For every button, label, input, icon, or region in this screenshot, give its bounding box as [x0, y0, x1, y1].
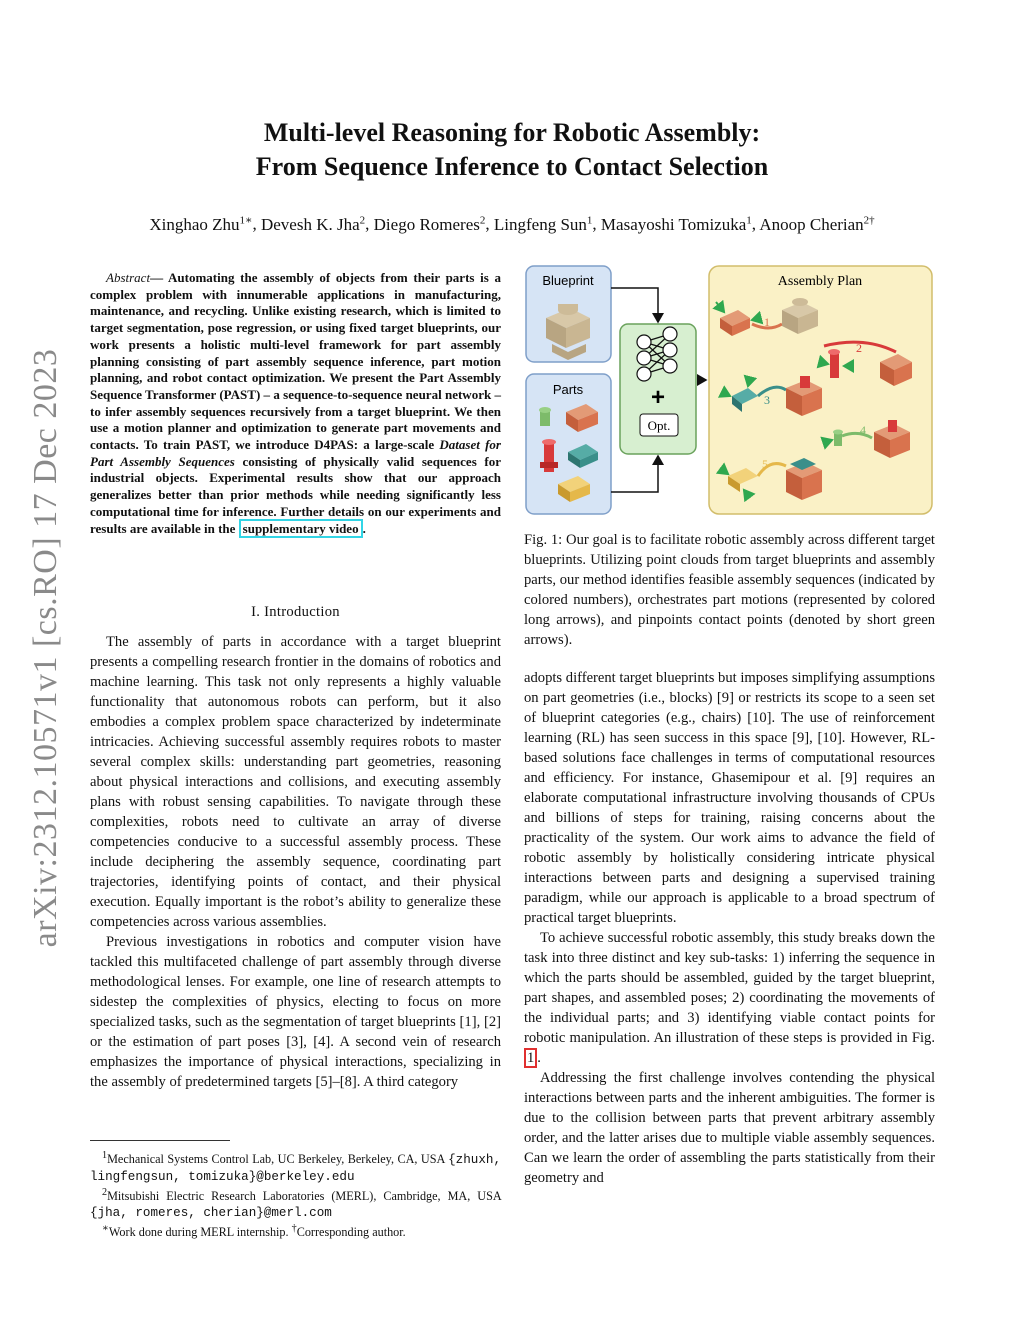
figure-1 — [524, 262, 935, 517]
arxiv-id: arXiv:2312.10571v1 [cs.RO] 17 Dec 2023 — [27, 348, 64, 948]
figure-1-link[interactable]: 1 — [524, 1048, 537, 1068]
paragraph: Addressing the first challenge involves contending the physical interactions between parts and the inherent ambiguities. The former is due to the collision between parts that prevent arbitrary assembly order, and the latter arises due to multiple viable assembly sequences. Can we learn the order of assembling the parts statistically from their geometry and — [524, 1070, 935, 1186]
author-list: Xinghao Zhu$^{1∗}$, Devesh K. Jha$^2$, Diego Romeres$^2$, Lingfeng Sun$^1$, Masayoshi Tomizuka$^1$, Anoop Cherian$^{2\dagger}$ — [149, 214, 875, 234]
footnotes: $^1$Mechanical Systems Control Lab, UC Berkeley, Berkeley, CA, USA {zhuxh, lingfengsun, tomizuka}@berkeley.edu $^2$Mitsubishi Electric Research Laboratories (MERL), Cambridge, MA, USA {jha, romeres, cherian}@merl.com ∗Work done during MERL internship. †Corresponding author. — [90, 1150, 501, 1240]
author: Diego Romeres$^2$ — [373, 214, 486, 234]
plus-sign: + — [650, 384, 666, 411]
paragraph: To achieve successful robotic assembly, this study breaks down the task into three distinct and key sub-tasks: 1) inferring the sequence in which the parts should be assembled, guided by the target blueprint, part shapes, and assembled poses; 2) coordinating the movements of the individual parts; and 3) identifying viable contact points for robotic manipulation. An illustration of these steps is provided in Fig. 1 . — [524, 930, 935, 1066]
caption-label: Fig. 1: — [524, 532, 563, 548]
paragraph: The assembly of parts in accordance with a target blueprint presents a compelling research frontier in the domains of robotics and machine learning. This task not only represents a highly valuable functionality that autonomous robots can perform, but it also embodies a complex problem space characterized by indeterminate intricacies. Achieving successful assembly requires robots to master several complex skills: understanding part geometries, reasoning about physical interactions and collisions, and executing assembly plans with robust sensing capabilities. To navigate through these complexities, robots need to cultivate an array of diverse competencies conducive to a successful assembly process. These include deciphering the assembly sequence, coordinating part trajectories, identifying points of contact, and their physical execution. Equally important is the robot’s ability to generalize these competencies across various assemblies. — [90, 634, 501, 930]
author: Xinghao Zhu$^{1∗}$ — [149, 214, 253, 234]
figure-1-diagram — [524, 262, 935, 517]
figure-1-caption — [524, 530, 935, 650]
abstract-label: Abstract — [106, 270, 151, 285]
arxiv-sidebar — [18, 348, 74, 948]
supplementary-video-link[interactable]: supplementary video — [239, 519, 363, 538]
right-column-body — [524, 668, 935, 1188]
author: Lingfeng Sun$^1$ — [493, 214, 593, 234]
parts-label: Parts — [552, 382, 584, 397]
author: Devesh K. Jha$^2$ — [260, 214, 366, 234]
parts-arrow — [611, 456, 658, 492]
opt-label: Opt. — [647, 418, 671, 433]
paper-title — [90, 116, 934, 184]
title-line-2: From Sequence Inference to Contact Selection — [255, 152, 769, 181]
abstract-text: Automating the assembly of objects from their parts is a complex problem with innumerable applications in manufacturing, maintenance, and recycling. Unlike existing research, which is limited to target segmentation, pose regression, or using fixed target blueprints, our work presents a holistic multi-level framework for part assembly planning consisting of part assembly sequence inference, part motion planning, and robot contact optimization. We present the Part Assembly Sequence Transformer (PAST) – a sequence-to-sequence neural network – to infer assembly sequences recursively from a target blueprint. We then use a motion planner and optimization to generate part movements and contacts. To train PAST, we introduce D4PAS: a large-scale — [90, 270, 501, 453]
caption-text: Our goal is to facilitate robotic assembly across different target blueprints. Utilizing point clouds from target blueprints and assembly parts, our method identifies feasible assembly sequences (indicated by colored numbers), orchestrates part motions (represented by colored long arrows), and pinpoints contact points (denoted by short green arrows). — [524, 532, 935, 648]
email-berkeley: {zhuxh, lingfengsun, tomizuka}@berkeley.edu — [90, 1153, 501, 1184]
left-column-body — [90, 632, 501, 1092]
paragraph: Previous investigations in robotics and computer vision have tackled this multifaceted challenge of part assembly through diverse methodological lenses. For example, one line of research attempts to sidestep the complexities of physics, electing to focus on more specialized tasks, such as the segmentation of target blueprints [1], [2] or the estimation of part poses [3], [4]. A second vein of research emphasizes the importance of physical interactions, specializing in the assembly of predetermined targets [5]–[8]. A third category — [90, 934, 501, 1090]
section-heading: I. Introduction — [251, 604, 340, 620]
paragraph: adopts different target blueprints but imposes simplifying assumptions on part geometries (i.e., blocks) [9] or restricts its scope to a seen set of blueprint categories (e.g., chairs) [10]. The use of reinforcement learning (RL) has seen success in this space [9], [10]. However, RL-based solutions face challenges in terms of computational resources and efficiency. For instance, Ghasemipour et al. [9] requires an elaborate computational infrastructure involving thousands of CPUs and billions of steps for training, raising concerns about the practicality of the system. Our work aims to advance the field of robotic assembly by holistically considering intricate physical interactions between parts and designing a supervised training paradigm, while our approach is applicable to a broad spectrum of practical target blueprints. — [524, 670, 935, 926]
step-4-number: 4 — [860, 423, 866, 437]
title-line-1: Multi-level Reasoning for Robotic Assembly: — [263, 118, 761, 147]
email-merl: {jha, romeres, cherian}@merl.com — [90, 1205, 332, 1220]
footnote-rule — [90, 1140, 230, 1141]
author: Masayoshi Tomizuka$^1$ — [600, 214, 752, 234]
author: Anoop Cherian$^{2\dagger}$ — [759, 214, 875, 234]
part-green-peg-icon — [539, 407, 551, 426]
blueprint-label: Blueprint — [542, 273, 594, 288]
blueprint-arrow — [611, 288, 658, 322]
dataset-name: Dataset for Part Assembly Sequences — [90, 437, 501, 469]
step-1-number: 1 — [764, 315, 770, 329]
assembly-plan-label: Assembly Plan — [777, 274, 863, 289]
step-5-number: 5 — [762, 457, 768, 471]
step-2-number: 2 — [856, 341, 862, 355]
abstract: Abstract— Automating the assembly of objects from their parts is a complex problem with innumerable applications in manufacturing, maintenance, and recycling. Unlike existing research, which is limited to target segmentation, pose regression, or using fixed target blueprints, our work presents a holistic multi-level framework for part assembly planning consisting of part assembly sequence inference, part motion planning, and robot contact optimization. We present the Part Assembly Sequence Transformer (PAST) – a sequence-to-sequence neural network – to infer assembly sequences recursively from a target blueprint. We then use a motion planner and optimization to generate part movements and contacts. To train PAST, we introduce D4PAS: a large-scale Dataset for Part Assembly Sequences consisting of physically valid sequences for industrial objects. Experimental results show that our approach generalizes better than prior methods while needing significantly less computational time for inference. Further details on our experiments and results are available in the supplementary video . — [90, 270, 501, 536]
step-4-peg — [833, 430, 843, 447]
step-3-number: 3 — [764, 393, 770, 407]
